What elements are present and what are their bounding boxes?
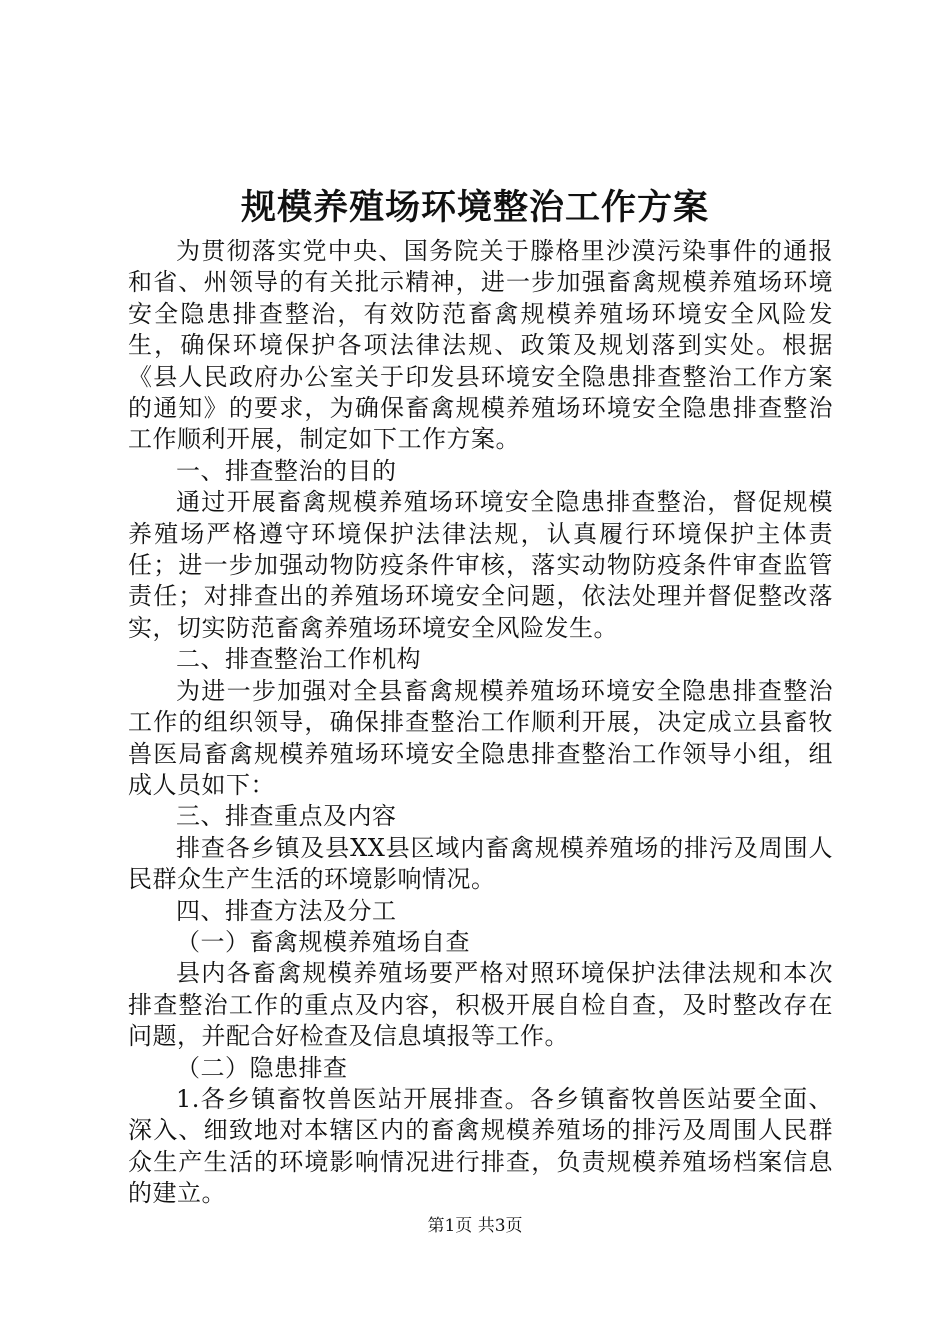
page-footer: 第1页 共3页 bbox=[427, 1216, 523, 1236]
section-heading-1: 一、排查整治的目的 bbox=[176, 456, 397, 485]
section-heading-4: 四、排查方法及分工 bbox=[176, 896, 397, 925]
paragraph-hazard-check: 1.各乡镇畜牧兽医站开展排查。各乡镇畜牧兽医站要全面、深入、细致地对本辖区内的畜禽规模养殖场的排污及周围人民群众生产生活的环境影响情况进行排查，负责规模养殖场档案信息的建立。 bbox=[128, 1084, 833, 1208]
paragraph-self-check: 县内各畜禽规模养殖场要严格对照环境保护法律法规和本次排查整治工作的重点及内容，积极开展自检自查，及时整改存在问题，并配合好检查及信息填报等工作。 bbox=[128, 959, 833, 1051]
subsection-heading-1: （一）畜禽规模养殖场自查 bbox=[176, 927, 470, 956]
subsection-heading-2: （二）隐患排查 bbox=[176, 1053, 348, 1082]
document-title: 规模养殖场环境整治工作方案 bbox=[240, 188, 709, 228]
document-body bbox=[128, 236, 833, 1210]
paragraph-organization: 为进一步加强对全县畜禽规模养殖场环境安全隐患排查整治工作的组织领导，确保排查整治工作顺利开展，决定成立县畜牧兽医局畜禽规模养殖场环境安全隐患排查整治工作领导小组，组成人员如下： bbox=[128, 676, 833, 799]
paragraph-intro: 为贯彻落实党中央、国务院关于滕格里沙漠污染事件的通报和省、州领导的有关批示精神，进一步加强畜禽规模养殖场环境安全隐患排查整治，有效防范畜禽规模养殖场环境安全风险发生，确保环境保护各项法律法规、政策及规划落到实处。根据《县人民政府办公室关于印发县环境安全隐患排查整治工作方案的通知》的要求，为确保畜禽规模养殖场环境安全隐患排查整治工作顺利开展，制定如下工作方案。 bbox=[128, 237, 833, 454]
paragraph-focus: 排查各乡镇及县XX县区域内畜禽规模养殖场的排污及周围人民群众生产生活的环境影响情况。 bbox=[128, 833, 833, 894]
paragraph-purpose: 通过开展畜禽规模养殖场环境安全隐患排查整治，督促规模养殖场严格遵守环境保护法律法规，认真履行环境保护主体责任；进一步加强动物防疫条件审核，落实动物防疫条件审查监管责任；对排查出的养殖场环境安全问题，依法处理并督促整改落实，切实防范畜禽养殖场环境安全风险发生。 bbox=[128, 488, 833, 642]
section-heading-3: 三、排查重点及内容 bbox=[176, 802, 397, 831]
section-heading-2: 二、排查整治工作机构 bbox=[176, 645, 421, 674]
